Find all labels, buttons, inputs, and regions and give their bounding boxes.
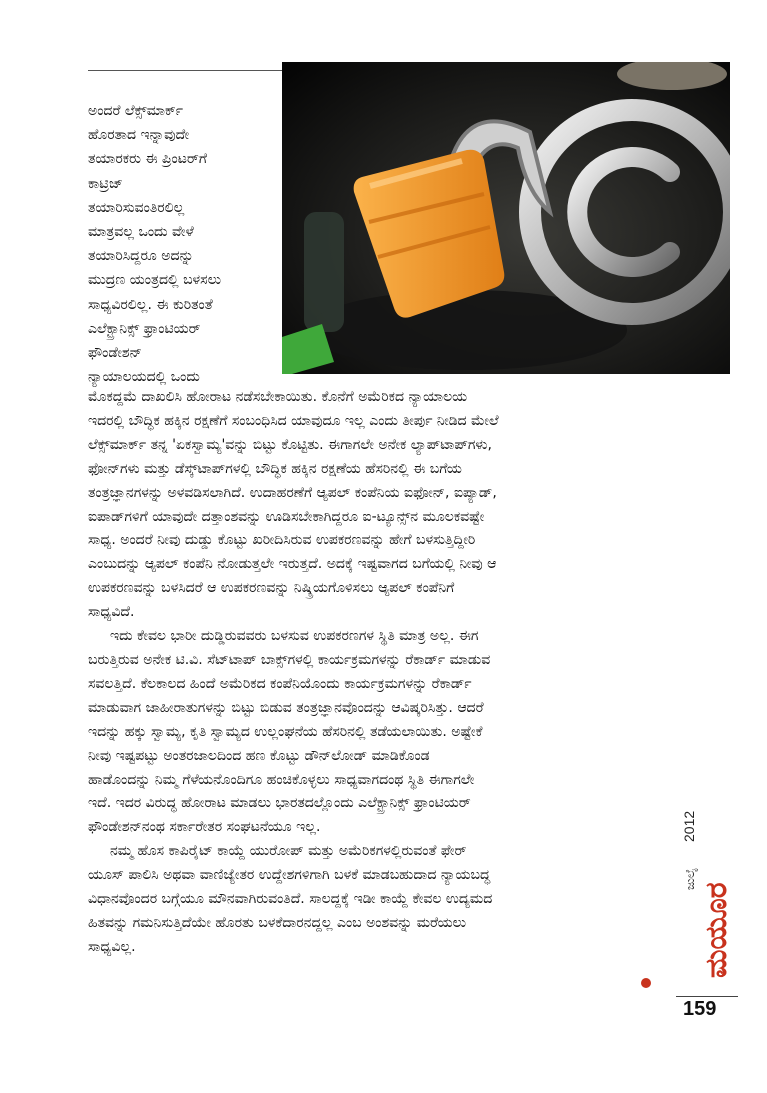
- text-line: ಹಿತವನ್ನು ಗಮನಿಸುತ್ತಿದೆಯೇ ಹೊರತು ಬಳಕೆದಾರನದ್ದಲ್ಲ ಎಂಬ ಅಂಶವನ್ನು ಮರೆಯಲು: [88, 914, 467, 931]
- masthead-year: 2012: [681, 810, 697, 842]
- text-line: ಎಂಬುದನ್ನು ಆ್ಯಪಲ್ ಕಂಪೆನಿ ನೋಡುತ್ತಲೇ ಇರುತ್ತದೆ. ಅದಕ್ಕೆ ಇಷ್ಟವಾಗದ ಬಗೆಯಲ್ಲಿ ನೀವು ಆ: [88, 556, 497, 573]
- page-number: 159: [683, 998, 717, 1020]
- text-line: ಇದನ್ನು ಹಕ್ಕು ಸ್ವಾಮ್ಯ, ಕೃತಿ ಸ್ವಾಮ್ಯದ ಉಲ್ಲಂಘನೆಯ ಹೆಸರಿನಲ್ಲಿ ತಡೆಯಲಾಯಿತು. ಅಷ್ಟೇಕೆ: [88, 723, 483, 740]
- copyright-lock-illustration: [282, 62, 730, 374]
- text-line: ಕಾಟ್ರಿಜ್: [88, 175, 123, 192]
- text-line: ನಮ್ಮ ಹೊಸ ಕಾಪಿರೈಟ್ ಕಾಯ್ದೆ ಯುರೋಪ್ ಮತ್ತು ಅಮೆರಿಕಗಳಲ್ಲಿರುವಂತೆ ಫೇರ್: [110, 843, 467, 860]
- text-line: ಇದರಲ್ಲಿ ಬೌದ್ಧಿಕ ಹಕ್ಕಿನ ರಕ್ಷಣೆಗೆ ಸಂಬಂಧಿಸಿದ ಯಾವುದೂ ಇಲ್ಲ ಎಂದು ತೀರ್ಪು ನೀಡಿದ ಮೇಲೆ: [88, 412, 499, 429]
- text-line: ಮುದ್ರಣ ಯಂತ್ರದಲ್ಲಿ ಬಳಸಲು: [88, 272, 222, 289]
- text-line: ವಿಧಾನವೊಂದರ ಬಗ್ಗೆಯೂ ಮೌನವಾಗಿರುವಂತಿದೆ. ಸಾಲದ್ದಕ್ಕೆ ಇಡೀ ಕಾಯ್ದೆ ಕೇವಲ ಉದ್ಯಮದ: [88, 891, 493, 908]
- text-line: ಫೌಂಡೇಶನ್: [88, 345, 142, 362]
- text-line: ನೀವು ಇಷ್ಟಪಟ್ಟು ಅಂತರಜಾಲದಿಂದ ಹಣ ಕೊಟ್ಟು ಡೌನ್‌ಲೋಡ್ ಮಾಡಿಕೊಂಡ: [88, 747, 430, 764]
- text-line: ಸವಲತ್ತಿದೆ. ಕೆಲಕಾಲದ ಹಿಂದೆ ಅಮೆರಿಕದ ಕಂಪೆನಿಯೊಂದು ಕಾರ್ಯಕ್ರಮಗಳನ್ನು ರೆಕಾರ್ಡ್: [88, 675, 472, 692]
- text-line: ಮೊಕದ್ದಮೆ ದಾಖಲಿಸಿ ಹೋರಾಟ ನಡೆಸಬೇಕಾಯಿತು. ಕೊನೆಗೆ ಅಮೆರಿಕದ ನ್ಯಾಯಾಲಯ: [88, 389, 468, 405]
- bottom-rule: [676, 996, 738, 997]
- article-body: [88, 386, 683, 960]
- text-line: ತಯಾರಕರು ಈ ಪ್ರಿಂಟರ್‌ಗೆ: [88, 151, 207, 168]
- text-line: ಹಾಡೊಂದನ್ನು ನಿಮ್ಮ ಗೆಳೆಯನೊಂದಿಗೂ ಹಂಚಿಕೊಳ್ಳಲು ಸಾಧ್ಯವಾಗದಂಥ ಸ್ಥಿತಿ ಈಗಾಗಲೇ: [88, 771, 475, 788]
- text-line: ಉಪಕರಣವನ್ನು ಬಳಸಿದರೆ ಆ ಉಪಕರಣವನ್ನು ನಿಷ್ಕ್ರಿಯಗೊಳಿಸಲು ಆ್ಯಪಲ್ ಕಂಪೆನಿಗೆ: [88, 580, 455, 597]
- text-line: ನ್ಯಾಯಾಲಯದಲ್ಲಿ ಒಂದು: [88, 369, 200, 386]
- text-line: ಯೂಸ್ ಪಾಲಿಸಿ ಅಥವಾ ವಾಣಿಜ್ಯೇತರ ಉದ್ದೇಶಗಳಿಗಾಗಿ ಬಳಕೆ ಮಾಡಬಹುದಾದ ನ್ಯಾಯಬದ್ಧ: [88, 867, 491, 884]
- text-line: ತಂತ್ರಜ್ಞಾನಗಳನ್ನು ಅಳವಡಿಸಲಾಗಿದೆ. ಉದಾಹರಣೆಗೆ ಆ್ಯಪಲ್ ಕಂಪೆನಿಯ ಐಫೋನ್, ಐಪ್ಯಾಡ್,: [88, 484, 497, 501]
- narrow-column: [88, 99, 284, 389]
- text-line: ಅಂದರೆ ಲೆಕ್ಸ್‌ಮಾರ್ಕ್: [88, 103, 184, 119]
- paragraph: [88, 386, 683, 625]
- text-line: ಫೋನ್‌ಗಳು ಮತ್ತು ಡೆಸ್ಕ್‌ಟಾಪ್‌ಗಳಲ್ಲಿ ಬೌದ್ಧಿಕ ಹಕ್ಕಿನ ರಕ್ಷಣೆಯ ಹೆಸರಿನಲ್ಲಿ ಈ ಬಗೆಯ: [88, 460, 462, 477]
- text-line: ಸಾಧ್ಯ. ಅಂದರೆ ನೀವು ದುಡ್ಡು ಕೊಟ್ಟು ಖರೀದಿಸಿರುವ ಉಪಕರಣವನ್ನು ಹೇಗೆ ಬಳಸುತ್ತಿದ್ದೀರಿ: [88, 532, 476, 549]
- text-line: ಲೆಕ್ಸ್‌ಮಾರ್ಕ್ ತನ್ನ 'ಏಕಸ್ವಾಮ್ಯ'ವನ್ನು ಬಿಟ್ಟು ಕೊಟ್ಟಿತು. ಈಗಾಗಲೇ ಅನೇಕ ಲ್ಯಾಪ್‌ಟಾಪ್‌ಗಳು,: [88, 436, 492, 453]
- text-line: ಫೌಂಡೇಶನ್‌ನಂಥ ಸರ್ಕಾರೇತರ ಸಂಘಟನೆಯೂ ಇಲ್ಲ.: [88, 819, 321, 836]
- text-line: ತಯಾರಿಸುವಂತಿರಲಿಲ್ಲ: [88, 199, 185, 216]
- text-line: ಇದೆ. ಇದರ ವಿರುದ್ಧ ಹೋರಾಟ ಮಾಡಲು ಭಾರತದಲ್ಲೊಂದು ಎಲೆಕ್ಟ್ರಾನಿಕ್ಸ್ ಫ್ರಾಂಟಿಯರ್: [88, 795, 471, 812]
- text-line: ಮಾತ್ರವಲ್ಲ ಒಂದು ವೇಳೆ: [88, 224, 194, 241]
- masthead-month: ಜುಲೈ: [683, 867, 697, 890]
- text-line: ಐಪಾಡ್‌ಗಳಿಗೆ ಯಾವುದೇ ದತ್ತಾಂಶವನ್ನು ಊಡಿಸಬೇಕಾಗಿದ್ದರೂ ಐ-ಟ್ಯೂನ್ಸ್‌ನ ಮೂಲಕವಷ್ಟೇ: [88, 508, 485, 525]
- text-line: ಮಾಡುವಾಗ ಜಾಹೀರಾತುಗಳನ್ನು ಬಿಟ್ಟು ಬಿಡುವ ತಂತ್ರಜ್ಞಾನವೊಂದನ್ನು ಆವಿಷ್ಕರಿಸಿತ್ತು. ಆದರೆ: [88, 699, 484, 716]
- top-rule: [88, 70, 283, 71]
- bullet-dot: [641, 978, 651, 988]
- text-line: ಸಾಧ್ಯವಿಲ್ಲ.: [88, 938, 136, 955]
- paragraph: [88, 625, 683, 840]
- text-line: ಸಾಧ್ಯವಿದೆ.: [88, 604, 135, 621]
- text-line: ಎಲೆಕ್ಟ್ರಾನಿಕ್ಸ್ ಫ್ರಾಂಟಿಯರ್: [88, 320, 201, 337]
- text-line: ಇದು ಕೇವಲ ಭಾರೀ ದುಡ್ಡಿರುವವರು ಬಳಸುವ ಉಪಕರಣಗಳ ಸ್ಥಿತಿ ಮಾತ್ರ ಅಲ್ಲ. ಈಗ: [110, 628, 479, 645]
- text-line: ಬರುತ್ತಿರುವ ಅನೇಕ ಟಿ.ವಿ. ಸೆಟ್‌ಟಾಪ್ ಬಾಕ್ಸ್‌ಗಳಲ್ಲಿ ಕಾರ್ಯಕ್ರಮಗಳನ್ನು ರೆಕಾರ್ಡ್ ಮಾಡುವ: [88, 651, 491, 668]
- magazine-masthead: [678, 800, 738, 980]
- masthead-title: ಮಯೂರ: [699, 882, 734, 978]
- text-line: ಸಾಧ್ಯವಿರಲಿಲ್ಲ. ಈ ಕುರಿತಂತೆ: [88, 296, 213, 313]
- text-line: ಹೊರತಾದ ಇನ್ನಾವುದೇ: [88, 127, 190, 144]
- text-line: ತಯಾರಿಸಿದ್ದರೂ ಅದನ್ನು: [88, 248, 194, 265]
- paragraph: [88, 840, 683, 960]
